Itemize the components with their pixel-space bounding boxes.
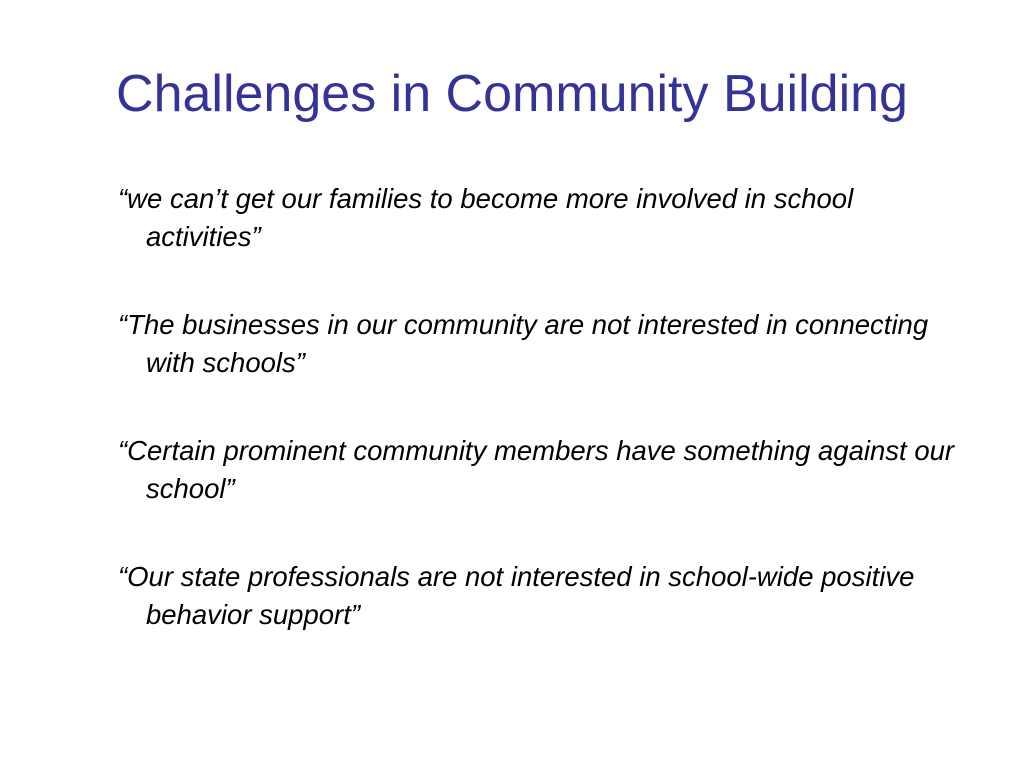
quote-item: “we can’t get our families to become more involved in school activities” — [118, 183, 854, 252]
quote-list — [118, 180, 968, 684]
slide-title: Challenges in Community Building — [116, 65, 908, 123]
quote-item: “Our state professionals are not interested in school-wide positive behavior support” — [118, 561, 915, 630]
quote-item: “The businesses in our community are not interested in connecting with schools” — [118, 309, 929, 378]
quote-item: “Certain prominent community members have something against our school” — [118, 435, 955, 504]
